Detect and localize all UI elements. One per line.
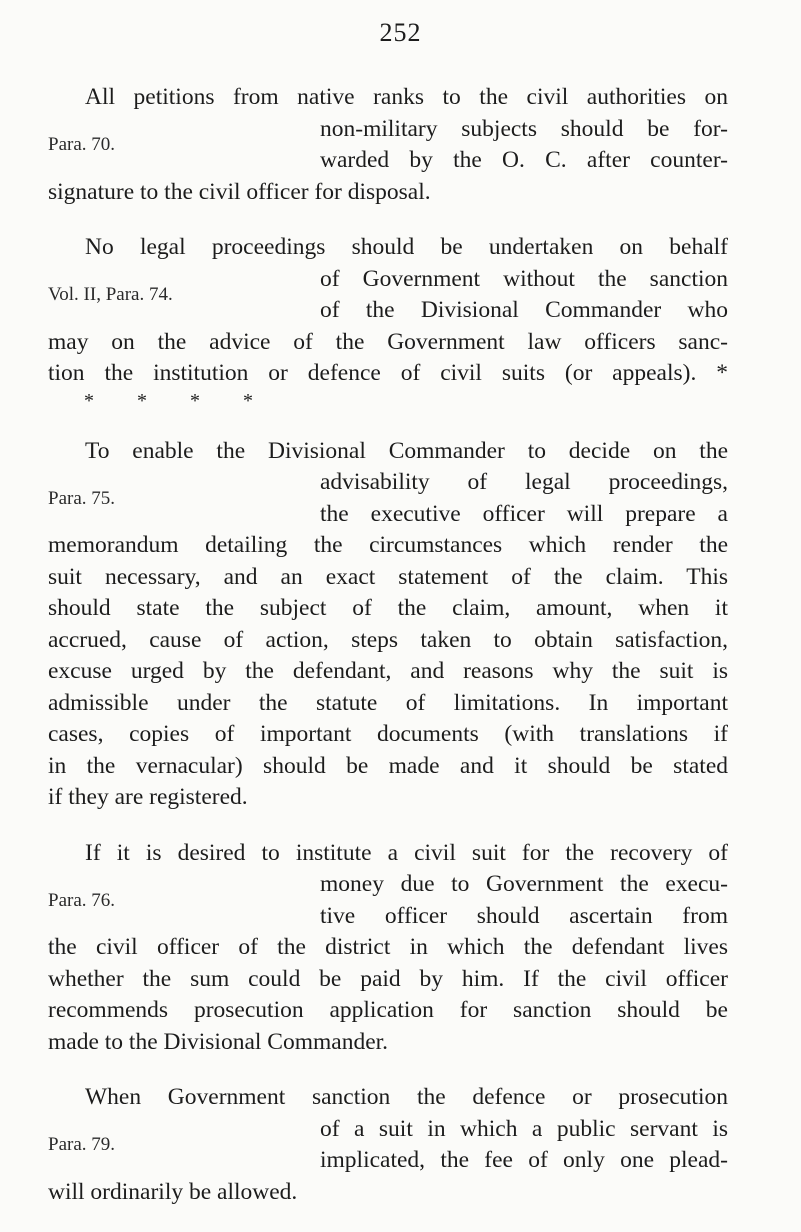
text-line: excuse urged by the defendant, and reasons why the suit is — [48, 658, 728, 684]
text-line: suit necessary, and an exact statement of the claim. This — [48, 563, 728, 590]
paragraph-petitions — [48, 82, 728, 208]
document-body — [48, 82, 728, 1232]
text-line: made to the Divisional Commander. — [48, 1028, 389, 1055]
text-line: of a suit in which a public servant is — [320, 1115, 728, 1142]
text-line: may on the advice of the Government law officers sanc- — [48, 328, 728, 355]
paragraph-recovery — [48, 838, 728, 1059]
page-number: 252 — [379, 18, 422, 47]
margin-reference: Vol. II, Para. 74. — [48, 284, 173, 305]
text-line: When Government sanction the defence or prosecution — [85, 1084, 728, 1110]
text-line: memorandum detailing the circumstances which render the — [48, 532, 728, 558]
text-line: money due to Government the execu- — [320, 871, 728, 897]
paragraph-memorandum — [48, 436, 728, 814]
text-line: admissible under the statute of limitations. In important — [48, 689, 728, 716]
text-line: implicated, the fee of only one plead- — [320, 1147, 728, 1173]
text-line: tive officer should ascertain from — [320, 902, 728, 929]
text-line: the executive officer will prepare a — [320, 500, 728, 527]
text-line: All petitions from native ranks to the civil authorities on — [85, 84, 728, 110]
text-line: whether the sum could be paid by him. If the civil officer — [48, 965, 728, 992]
text-line: To enable the Divisional Commander to decide on the — [85, 437, 728, 464]
text-line: accrued, cause of action, steps taken to obtain satisfaction, — [48, 626, 728, 653]
text-line: of the Divisional Commander who — [320, 297, 728, 323]
text-line: will ordinarily be allowed. — [48, 1178, 298, 1205]
margin-reference: Para. 70. — [48, 134, 116, 155]
text-line: tion the institution or defence of civil suits (or appeals). * — [48, 360, 728, 386]
paragraph-pleader-fee — [48, 1082, 728, 1208]
text-line: cases, copies of important documents (with translations if — [48, 721, 728, 747]
text-line: non-military subjects should be for- — [320, 115, 728, 142]
text-line: if they are registered. — [48, 784, 248, 810]
text-line: warded by the O. C. after counter- — [320, 147, 728, 173]
text-line: No legal proceedings should be undertaken on behalf — [85, 234, 728, 260]
text-line: should state the subject of the claim, amount, when it — [48, 595, 728, 621]
text-line: If it is desired to institute a civil suit for the recovery of — [85, 839, 728, 866]
margin-reference: Para. 79. — [48, 1134, 116, 1155]
text-line: the civil officer of the district in which the defendant lives — [48, 934, 728, 960]
text-line: signature to the civil officer for disposal. — [48, 178, 431, 205]
text-line: advisability of legal proceedings, — [320, 469, 728, 495]
margin-reference: Para. 76. — [48, 889, 116, 911]
margin-reference: Para. 75. — [48, 487, 116, 509]
paragraph-legal-proceedings — [48, 232, 728, 412]
text-line: recommends prosecution application for sanction should be — [48, 997, 728, 1023]
text-line: of Government without the sanction — [320, 265, 728, 292]
asterisk-omission: * * * * — [84, 389, 253, 412]
text-line: in the vernacular) should be made and it should be stated — [48, 752, 728, 779]
